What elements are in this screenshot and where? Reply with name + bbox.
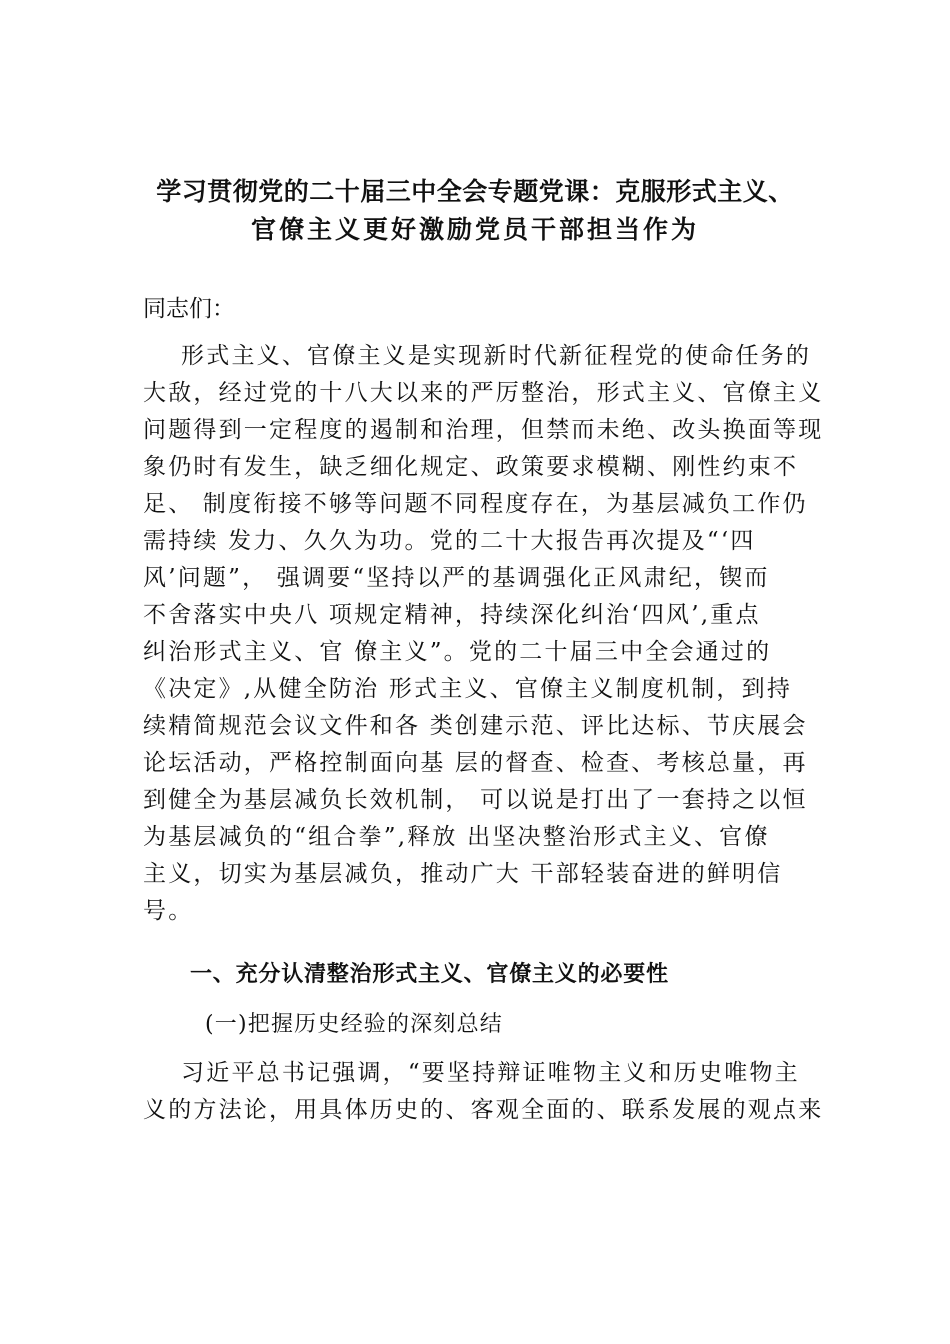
subsection-heading: (一)把握历史经验的深刻总结 [205,1012,503,1037]
paragraph-line: 续精简规范会议文件和各 类创建示范、评比达标、节庆展会 [143,713,808,739]
paragraph-line: 不舍落实中央八 项规定精神，持续深化纠治‘四风’,重点 [143,602,761,628]
paragraph-line: 象仍时有发生，缺乏细化规定、政策要求模糊、刚性约束不 [143,454,799,480]
paragraph-line: 大敌，经过党的十八大以来的严厉整治，形式主义、官僚主义 [143,380,824,406]
paragraph-line: 到健全为基层减负长效机制， 可以说是打出了一套持之以恒 [143,787,808,813]
paragraph-line: 形式主义、官僚主义是实现新时代新征程党的使命任务的 [143,343,812,369]
paragraph-line: 论坛活动，严格控制面向基 层的督查、检查、考核总量，再 [143,750,808,776]
paragraph-line: 风’问题”， 强调要“坚持以严的基调强化正风肃纪，锲而 [143,565,770,591]
section-heading: 一、充分认清整治形式主义、官僚主义的必要性 [190,962,669,987]
paragraph-line: 纠治形式主义、官 僚主义”。党的二十届三中全会通过的 [143,639,772,665]
paragraph-line: 足、 制度衔接不够等问题不同程度存在，为基层减负工作仍 [143,491,808,517]
paragraph-line: 义的方法论，用具体历史的、客观全面的、联系发展的观点来 [143,1097,824,1123]
paragraph-line: 习近平总书记强调，“要坚持辩证唯物主义和历史唯物主 [143,1060,800,1086]
title-line-1: 学习贯彻党的二十届三中全会专题党课：克服形式主义、 [156,177,794,206]
paragraph-line: 号。 [143,898,194,924]
paragraph-line: 主义，切实为基层减负，推动广大 干部轻装奋进的鲜明信 [143,861,783,887]
title-line-2: 官僚主义更好激励党员干部担当作为 [250,215,699,244]
paragraph-line: 《决定》,从健全防治 形式主义、官僚主义制度机制，到持 [143,676,793,702]
paragraph-line: 问题得到一定程度的遏制和治理，但禁而未绝、改头换面等现 [143,417,824,443]
paragraph-line: 为基层减负的“组合拳”,释放 出坚决整治形式主义、官僚 [143,824,770,850]
paragraph-line: 需持续 发力、久久为功。党的二十大报告再次提及“‘四 [143,528,756,554]
greeting: 同志们： [143,296,235,322]
